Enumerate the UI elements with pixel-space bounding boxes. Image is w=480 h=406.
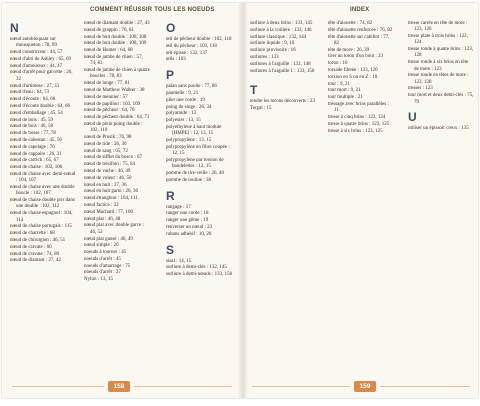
index-entry: nœud d'écoute : 64, 66 xyxy=(10,97,56,103)
index-entry: tête de more : 26, 39 xyxy=(328,47,370,53)
index-entry: nœud de sifflet du bosco : 67 xyxy=(84,155,142,161)
index-entry: nœud de plein poing double : 102, 110 xyxy=(84,121,143,134)
index-entry: nœud de bois : 46, 58 xyxy=(10,124,54,130)
footer-rule xyxy=(134,386,232,387)
section-spacer xyxy=(166,64,236,68)
index-entry: surliure à demi-nœuds : 133, 150 xyxy=(166,272,233,278)
index-entry: nœud de Hunter : 64, 68 xyxy=(84,48,133,54)
index-entry: nœud plat : 46, 48 xyxy=(84,216,121,222)
index-entry: nœud de chirurgien : 46, 51 xyxy=(10,237,66,243)
index-entry: nœud de meunier : 57 xyxy=(84,94,128,100)
index-entry: nœud de papillon : 103, 109 xyxy=(84,101,141,107)
index-column-3 xyxy=(166,21,236,279)
index-entry: renverser un nœud : 23 xyxy=(166,225,213,231)
index-entry: surliure à demi-clés : 132, 145 xyxy=(166,265,227,271)
index-entry: ranger une gême : 19 xyxy=(166,218,209,224)
index-entry: tour mort et deux demi-clés : 75, 79 xyxy=(408,93,474,105)
section-spacer xyxy=(166,185,236,189)
index-entry: nœud de chaise portugais : 115 xyxy=(10,224,72,230)
running-header-left: COMMENT RÉUSSIR TOUS LES NOEUDS xyxy=(90,7,215,13)
index-entry: nœud Machard : 77, 100 xyxy=(84,209,134,215)
index-entry: noeuds à tourner : 45 xyxy=(84,250,127,256)
index-entry: nœud de cappaire : 26, 31 xyxy=(10,151,62,157)
index-entry: nœud d'amoureux : 44, 47 xyxy=(10,63,63,69)
index-entry: nœud de pêcheur double : 64, 71 xyxy=(84,115,150,121)
index-section-letter: R xyxy=(166,188,175,203)
index-entry: palan sans poulie : 77, 86 xyxy=(166,84,217,90)
index-entry: tour : 9, 21 xyxy=(328,81,350,87)
section-spacer xyxy=(166,239,236,243)
index-entry: noeuds d'amarrage : 75 xyxy=(84,263,131,269)
index-entry: nœud d'écoute double : 64, 66 xyxy=(10,103,71,109)
index-entry: nœud de cabestan : 45, 56 xyxy=(10,137,62,143)
index-entry: œil épissé : 132, 137 xyxy=(166,50,208,56)
book-gutter xyxy=(238,3,248,398)
book-spread xyxy=(2,3,478,398)
index-section-letter: O xyxy=(166,21,176,35)
index-entry: tête d'alouette renforcée : 76, 82 xyxy=(328,27,393,33)
index-entry: nœud plat avec double garce : 46, 52 xyxy=(84,223,144,235)
index-entry: nœud de chaise avec demi-nœud : 104, 107 xyxy=(10,171,76,184)
section-spacer xyxy=(408,106,474,110)
index-entry: œils : 103 xyxy=(166,57,186,63)
index-entry: torsion en S ou en Z : 10 xyxy=(328,74,378,80)
index-entry: tirer un toron d'un bout : 23 xyxy=(328,54,384,60)
index-entry: rubans adhésif : 10, 20 xyxy=(166,231,212,237)
index-entry: nœud d'arrêt pour garcette : 26, 32 xyxy=(10,70,73,82)
index-entry: nœud de cravate : 74, 80 xyxy=(10,251,60,257)
index-entry: nœud d'abri de Ashley : 65, 69 xyxy=(10,56,72,62)
index-column-5 xyxy=(328,21,394,136)
index-entry: nœud de diamant : 27, 42 xyxy=(10,258,61,264)
index-entry: ranger une corde : 18 xyxy=(166,211,209,217)
index-entry: tresse ronde en têtes de more : 123, 128 xyxy=(408,73,469,85)
index-entry: noeuds d'arrêt : 45 xyxy=(84,256,121,262)
index-entry: nœud de chaise double pris dans une double : 102, 112 xyxy=(10,198,75,210)
index-entry: plier une corde : 19 xyxy=(166,97,205,103)
index-section-letter: S xyxy=(166,242,175,257)
index-entry: nœud de grappin : 76, 81 xyxy=(84,27,134,33)
index-entry: nœud de longe : 77, 81 xyxy=(84,81,130,87)
index-entry: polyester : 13, 15 xyxy=(166,118,201,124)
index-entry: nœud de voleur : 46, 50 xyxy=(84,175,132,181)
index-entry: tresses : 123 xyxy=(408,86,433,92)
index-entry: nœud de huit double : 100, 109 xyxy=(84,41,147,47)
index-entry: nœud en huit : 27, 36 xyxy=(84,182,127,188)
index-entry: noeuds d'arrêt : 27 xyxy=(84,270,121,276)
index-entry: Nylon : 13, 15 xyxy=(84,277,113,283)
index-entry: nœud d'artimese : 27, 33 xyxy=(10,83,60,89)
index-entry: polypropylène en fibre coupée : 12, 15 xyxy=(166,144,230,157)
index-entry: nœud de ride : 26, 30 xyxy=(84,141,127,147)
index-entry: nœud plat gansé : 46, 49 xyxy=(84,236,133,242)
index-entry: nœud d'eau : 64, 73 xyxy=(10,90,50,96)
index-entry: œil de pêcheur double : 102, 118 xyxy=(166,37,232,42)
index-entry: Tergal : 15 xyxy=(250,106,272,112)
index-entry: pomme de touline : 38 xyxy=(166,177,211,183)
index-entry: utiliser un épissoir creux : 135 xyxy=(408,126,469,132)
index-entry: nœud de chaise avec une double boucle : 102, 107 xyxy=(10,185,75,197)
footer-rule xyxy=(12,386,104,387)
page-number-right: 159 xyxy=(354,381,376,392)
running-header-right: INDEX xyxy=(350,7,370,13)
index-entry: nœud de pêcheur : 64, 70 xyxy=(84,108,135,114)
index-entry: polyamide : 13 xyxy=(166,111,196,117)
index-entry: surliure à la voilière : 133, 146 xyxy=(250,27,312,33)
index-section-letter: T xyxy=(250,83,258,98)
index-entry: tour multiple : 21 xyxy=(328,95,363,101)
index-entry: œil du pêcheur : 103, 118 xyxy=(166,43,217,49)
section-spacer xyxy=(250,79,316,83)
index-entry: nœud de charrette : 68 xyxy=(10,231,55,237)
index-entry: tour mort : 9, 21 xyxy=(328,88,361,94)
footer-rule xyxy=(252,386,350,387)
index-entry: nœud autobloquant sur mousqueton : 78, 99 xyxy=(10,37,57,49)
index-entry: nœud de Prusik : 76, 98 xyxy=(84,135,132,141)
index-entry: tresse à quatre brins : 123, 125 xyxy=(328,121,390,127)
index-entry: surliure liquide : 9, 16 xyxy=(250,41,295,47)
index-column-6 xyxy=(408,21,474,133)
index-entry: nœud constricteur : 44, 57 xyxy=(10,50,63,56)
index-entry: nœud de trésillon : 75, 84 xyxy=(84,162,136,168)
index-entry: tresse ronde à quatre brins : 123, 128 xyxy=(408,47,474,59)
index-entry: tête d'alouette sur cabillot : 77, 82 xyxy=(328,34,390,46)
index-entry: nœud de diamant double : 27, 43 xyxy=(84,21,150,26)
index-entry: nœud de chaise : 102, 106 xyxy=(10,165,63,171)
index-entry: surliures : 133 xyxy=(250,54,279,60)
index-entry: nœud étrangleur : 104, 111 xyxy=(84,196,138,202)
index-entry: nœud de Matthew Walker : 38 xyxy=(84,87,145,93)
index-entry: nœud de bois : 45, 59 xyxy=(10,117,54,123)
index-entry: sisal : 14, 15 xyxy=(166,258,192,264)
index-entry: paumelle : 9, 21 xyxy=(166,90,199,96)
index-section-letter: U xyxy=(408,110,417,125)
index-section-letter: N xyxy=(10,21,19,35)
index-entry: tressage avec brins parallèles : 11 xyxy=(328,102,389,114)
index-entry: polypropylène par torsion de bandelettes : 12, 15 xyxy=(166,157,224,170)
index-entry: torsade filetée : 133, 120 xyxy=(328,68,378,74)
index-entry: nœud de jambe de chien : 57, 74, 83 xyxy=(84,54,143,67)
index-entry: polypropylène : 13, 15 xyxy=(166,138,212,144)
index-entry: nœud de cravate : 60 xyxy=(10,244,52,250)
index-entry: nœud de carrick : 65, 67 xyxy=(10,158,59,164)
footer-rule xyxy=(380,386,470,387)
index-column-2 xyxy=(84,21,150,284)
index-entry: tresse plate à trois brins : 122, 124 xyxy=(408,34,468,46)
page-number-left: 158 xyxy=(108,381,130,392)
index-entry: tendre les torons découverts : 23 xyxy=(250,99,315,105)
index-entry: nœud de huit double : 100, 108 xyxy=(84,34,147,40)
index-entry: surliures à l'aiguille 1 : 133, 150 xyxy=(250,68,315,74)
index-column-1 xyxy=(10,21,76,265)
index-section-letter: P xyxy=(166,68,175,83)
index-entry: surliure à deux brins : 133, 145 xyxy=(250,21,313,26)
index-entry: nœud factice : 22 xyxy=(84,203,119,209)
index-entry: tête d'alouette : 74, 82 xyxy=(328,21,373,26)
index-entry: polyéthylène à haut module (HMPE) : 12, 13, 15 xyxy=(166,124,222,137)
index-entry: tresse à cinq brins : 123, 124 xyxy=(328,115,386,121)
index-column-4 xyxy=(250,21,316,113)
index-entry: surliures à l'aiguille : 132, 148 xyxy=(250,61,311,67)
index-entry: rangage : 17 xyxy=(166,204,191,210)
index-entry: nœud de vache : 46, 49 xyxy=(84,169,131,175)
index-entry: tresse ronde à six brins en tête de more : 123 xyxy=(408,60,469,72)
index-entry: surliure classique : 132, 144 xyxy=(250,34,307,40)
index-entry: nœud de bosse : 77, 78 xyxy=(10,131,56,137)
index-entry: tresse à six brins : 123, 125 xyxy=(328,128,383,134)
index-entry: nœud de capelage : 76 xyxy=(10,144,55,150)
index-entry: nœud d'emballage : 45, 54 xyxy=(10,110,63,116)
index-entry: surliure provisoire : 16 xyxy=(250,48,296,54)
index-entry: nœud de sang : 65, 72 xyxy=(84,148,128,154)
index-entry: toron : 10 xyxy=(328,61,348,67)
index-entry: nœud de chaise espagnol : 104, 114 xyxy=(10,211,73,223)
index-entry: nœud en huit garni : 26, 36 xyxy=(84,189,139,195)
index-entry: nœud de jambe de chien à quatre boucles : 78, 83 xyxy=(84,68,150,80)
index-entry: pomme de tire-veille : 26, 40 xyxy=(166,171,225,177)
index-entry: poing de singe : 26, 34 xyxy=(166,104,212,110)
index-entry: tresse carrée en tête de more : 123, 126 xyxy=(408,21,468,33)
index-entry: nœud simple : 26 xyxy=(84,243,119,249)
